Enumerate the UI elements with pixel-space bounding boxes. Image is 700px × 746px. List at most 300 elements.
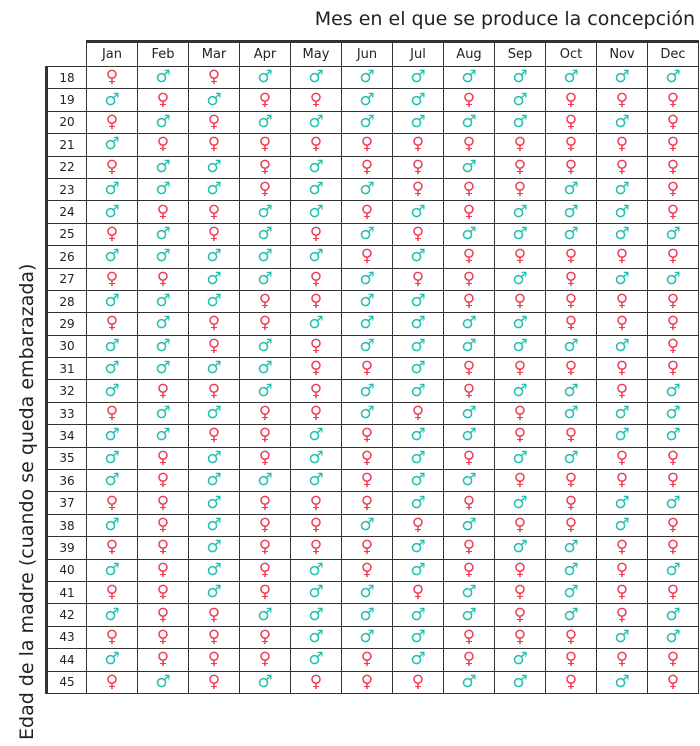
male-symbol-icon: ♂	[206, 559, 222, 580]
male-symbol-icon: ♂	[104, 335, 120, 356]
table-cell	[342, 447, 393, 469]
female-symbol-icon: ♀	[258, 156, 272, 177]
corner-cell	[47, 42, 87, 67]
female-symbol-icon: ♀	[615, 447, 629, 468]
age-label-31: 31	[47, 358, 87, 380]
female-symbol-icon: ♀	[309, 671, 323, 692]
female-symbol-icon: ♀	[462, 246, 476, 267]
female-symbol-icon: ♀	[309, 223, 323, 244]
male-symbol-icon: ♂	[461, 515, 477, 535]
age-label-32: 32	[47, 380, 87, 402]
table-cell	[138, 358, 189, 380]
table-cell	[240, 559, 291, 581]
age-label-21: 21	[47, 134, 87, 156]
male-symbol-icon: ♂	[665, 223, 681, 244]
table-cell	[546, 268, 597, 290]
table-cell	[189, 537, 240, 559]
table-row	[47, 492, 699, 514]
table-cell	[444, 111, 495, 133]
table-cell	[138, 402, 189, 424]
female-symbol-icon: ♀	[207, 134, 221, 155]
table-cell	[240, 268, 291, 290]
male-symbol-icon: ♂	[665, 380, 681, 401]
table-cell	[138, 178, 189, 200]
female-symbol-icon: ♀	[666, 447, 680, 468]
table-cell	[189, 492, 240, 514]
male-symbol-icon: ♂	[206, 492, 222, 513]
female-symbol-icon: ♀	[105, 268, 119, 289]
male-symbol-icon: ♂	[257, 470, 273, 491]
male-symbol-icon: ♂	[155, 358, 171, 379]
female-symbol-icon: ♀	[564, 246, 578, 267]
female-symbol-icon: ♀	[564, 626, 578, 647]
male-symbol-icon: ♂	[155, 425, 171, 446]
male-symbol-icon: ♂	[563, 604, 579, 625]
female-symbol-icon: ♀	[105, 626, 119, 647]
male-symbol-icon: ♂	[257, 335, 273, 356]
month-header-oct: Oct	[546, 42, 597, 67]
table-row	[47, 335, 699, 357]
female-symbol-icon: ♀	[258, 537, 272, 558]
table-cell	[393, 671, 444, 693]
male-symbol-icon: ♂	[410, 380, 426, 401]
female-symbol-icon: ♀	[462, 559, 476, 580]
female-symbol-icon: ♀	[564, 425, 578, 446]
age-label-19: 19	[47, 89, 87, 111]
male-symbol-icon: ♂	[104, 604, 120, 625]
month-header-nov: Nov	[597, 42, 648, 67]
female-symbol-icon: ♀	[513, 604, 527, 625]
male-symbol-icon: ♂	[104, 358, 120, 379]
female-symbol-icon: ♀	[615, 470, 629, 491]
table-cell	[546, 671, 597, 693]
female-symbol-icon: ♀	[615, 313, 629, 334]
male-symbol-icon: ♂	[155, 403, 171, 424]
male-symbol-icon: ♂	[206, 246, 222, 267]
table-cell	[189, 134, 240, 156]
female-symbol-icon: ♀	[156, 649, 170, 670]
female-symbol-icon: ♀	[615, 156, 629, 177]
table-cell	[240, 134, 291, 156]
table-cell	[393, 268, 444, 290]
table-cell	[189, 89, 240, 111]
female-symbol-icon: ♀	[309, 134, 323, 155]
male-symbol-icon: ♂	[206, 582, 222, 603]
table-cell	[597, 268, 648, 290]
female-symbol-icon: ♀	[666, 515, 680, 535]
table-cell	[393, 335, 444, 357]
male-symbol-icon: ♂	[410, 111, 426, 132]
female-symbol-icon: ♀	[258, 403, 272, 424]
male-symbol-icon: ♂	[410, 246, 426, 267]
month-header-apr: Apr	[240, 42, 291, 67]
table-cell	[138, 89, 189, 111]
table-cell	[597, 537, 648, 559]
table-cell	[189, 156, 240, 178]
table-cell	[291, 649, 342, 671]
female-symbol-icon: ♀	[360, 447, 374, 468]
month-header-jun: Jun	[342, 42, 393, 67]
table-cell	[648, 178, 699, 200]
male-symbol-icon: ♂	[512, 671, 528, 692]
month-header-aug: Aug	[444, 42, 495, 67]
age-label-44: 44	[47, 649, 87, 671]
female-symbol-icon: ♀	[360, 425, 374, 446]
male-symbol-icon: ♂	[614, 335, 630, 356]
month-header-jan: Jan	[87, 42, 138, 67]
table-cell	[597, 201, 648, 223]
table-cell	[87, 447, 138, 469]
male-symbol-icon: ♂	[257, 111, 273, 132]
male-symbol-icon: ♂	[308, 111, 324, 132]
age-label-29: 29	[47, 313, 87, 335]
female-symbol-icon: ♀	[411, 515, 425, 535]
male-symbol-icon: ♂	[155, 67, 171, 88]
table-cell	[342, 626, 393, 648]
table-cell	[495, 604, 546, 626]
female-symbol-icon: ♀	[105, 403, 119, 424]
table-cell	[648, 67, 699, 89]
table-cell	[342, 156, 393, 178]
female-symbol-icon: ♀	[156, 268, 170, 289]
table-cell	[393, 156, 444, 178]
female-symbol-icon: ♀	[564, 111, 578, 132]
female-symbol-icon: ♀	[156, 89, 170, 110]
male-symbol-icon: ♂	[308, 425, 324, 446]
table-cell	[648, 604, 699, 626]
table-cell	[648, 246, 699, 268]
table-cell	[495, 402, 546, 424]
female-symbol-icon: ♀	[258, 626, 272, 647]
table-cell	[495, 201, 546, 223]
male-symbol-icon: ♂	[359, 111, 375, 132]
table-cell	[393, 581, 444, 603]
female-symbol-icon: ♀	[258, 179, 272, 200]
table-cell	[444, 335, 495, 357]
male-symbol-icon: ♂	[359, 89, 375, 110]
table-cell	[342, 268, 393, 290]
table-cell	[597, 67, 648, 89]
female-symbol-icon: ♀	[105, 582, 119, 603]
table-cell	[648, 313, 699, 335]
table-cell	[291, 604, 342, 626]
table-cell	[240, 604, 291, 626]
table-cell	[138, 268, 189, 290]
table-cell	[189, 671, 240, 693]
female-symbol-icon: ♀	[156, 134, 170, 155]
table-cell	[291, 626, 342, 648]
table-row	[47, 604, 699, 626]
table-row	[47, 134, 699, 156]
age-label-36: 36	[47, 470, 87, 492]
table-cell	[546, 89, 597, 111]
table-cell	[648, 156, 699, 178]
table-cell	[138, 537, 189, 559]
female-symbol-icon: ♀	[666, 358, 680, 379]
table-cell	[240, 581, 291, 603]
age-label-41: 41	[47, 581, 87, 603]
male-symbol-icon: ♂	[512, 447, 528, 468]
table-cell	[87, 268, 138, 290]
table-cell	[87, 581, 138, 603]
table-cell	[444, 649, 495, 671]
male-symbol-icon: ♂	[512, 380, 528, 401]
female-symbol-icon: ♀	[615, 358, 629, 379]
table-cell	[87, 246, 138, 268]
male-symbol-icon: ♂	[563, 447, 579, 468]
female-symbol-icon: ♀	[309, 291, 323, 312]
table-cell	[138, 201, 189, 223]
table-cell	[648, 447, 699, 469]
table-cell	[138, 447, 189, 469]
male-symbol-icon: ♂	[512, 67, 528, 88]
female-symbol-icon: ♀	[462, 626, 476, 647]
month-header-may: May	[291, 42, 342, 67]
male-symbol-icon: ♂	[155, 246, 171, 267]
table-row	[47, 402, 699, 424]
table-cell	[342, 246, 393, 268]
female-symbol-icon: ♀	[207, 313, 221, 334]
table-cell	[546, 537, 597, 559]
female-symbol-icon: ♀	[615, 89, 629, 110]
female-symbol-icon: ♀	[513, 291, 527, 312]
male-symbol-icon: ♂	[155, 223, 171, 244]
male-symbol-icon: ♂	[614, 223, 630, 244]
female-symbol-icon: ♀	[207, 671, 221, 692]
table-cell	[342, 223, 393, 245]
female-symbol-icon: ♀	[513, 626, 527, 647]
table-cell	[240, 335, 291, 357]
female-symbol-icon: ♀	[666, 291, 680, 312]
female-symbol-icon: ♀	[258, 559, 272, 580]
table-cell	[393, 514, 444, 536]
male-symbol-icon: ♂	[665, 559, 681, 580]
female-symbol-icon: ♀	[258, 582, 272, 603]
table-cell	[87, 559, 138, 581]
male-symbol-icon: ♂	[563, 559, 579, 580]
female-symbol-icon: ♀	[309, 89, 323, 110]
male-symbol-icon: ♂	[512, 111, 528, 132]
table-cell	[189, 447, 240, 469]
table-cell	[393, 67, 444, 89]
table-cell	[597, 604, 648, 626]
table-cell	[495, 134, 546, 156]
female-symbol-icon: ♀	[156, 582, 170, 603]
table-cell	[291, 246, 342, 268]
table-cell	[597, 335, 648, 357]
table-cell	[393, 470, 444, 492]
table-cell	[597, 470, 648, 492]
table-cell	[393, 425, 444, 447]
male-symbol-icon: ♂	[461, 111, 477, 132]
male-symbol-icon: ♂	[308, 604, 324, 625]
month-header-sep: Sep	[495, 42, 546, 67]
table-cell	[597, 313, 648, 335]
female-symbol-icon: ♀	[666, 134, 680, 155]
female-symbol-icon: ♀	[309, 380, 323, 401]
table-cell	[87, 134, 138, 156]
table-cell	[291, 134, 342, 156]
table-cell	[189, 290, 240, 312]
table-cell	[189, 67, 240, 89]
male-symbol-icon: ♂	[104, 470, 120, 491]
table-cell	[189, 313, 240, 335]
table-cell	[546, 492, 597, 514]
table-cell	[87, 313, 138, 335]
female-symbol-icon: ♀	[513, 246, 527, 267]
male-symbol-icon: ♂	[614, 515, 630, 535]
male-symbol-icon: ♂	[104, 515, 120, 535]
table-cell	[444, 671, 495, 693]
female-symbol-icon: ♀	[309, 492, 323, 513]
male-symbol-icon: ♂	[155, 156, 171, 177]
table-cell	[291, 514, 342, 536]
table-cell	[546, 470, 597, 492]
male-symbol-icon: ♂	[614, 179, 630, 200]
table-cell	[87, 514, 138, 536]
female-symbol-icon: ♀	[666, 156, 680, 177]
table-cell	[393, 358, 444, 380]
table-cell	[393, 134, 444, 156]
table-row	[47, 156, 699, 178]
male-symbol-icon: ♂	[155, 179, 171, 200]
table-cell	[240, 178, 291, 200]
female-symbol-icon: ♀	[360, 201, 374, 222]
table-cell	[444, 402, 495, 424]
table-row	[47, 89, 699, 111]
table-cell	[495, 246, 546, 268]
table-cell	[444, 223, 495, 245]
female-symbol-icon: ♀	[666, 649, 680, 670]
female-symbol-icon: ♀	[258, 447, 272, 468]
table-cell	[87, 89, 138, 111]
table-cell	[393, 626, 444, 648]
male-symbol-icon: ♂	[308, 582, 324, 603]
table-cell	[597, 425, 648, 447]
table-cell	[648, 335, 699, 357]
table-row	[47, 313, 699, 335]
female-symbol-icon: ♀	[513, 156, 527, 177]
table-cell	[138, 425, 189, 447]
table-cell	[648, 290, 699, 312]
female-symbol-icon: ♀	[462, 134, 476, 155]
male-symbol-icon: ♂	[308, 626, 324, 647]
table-cell	[189, 358, 240, 380]
table-cell	[495, 559, 546, 581]
table-cell	[87, 492, 138, 514]
table-cell	[138, 134, 189, 156]
male-symbol-icon: ♂	[257, 67, 273, 88]
table-cell	[495, 111, 546, 133]
table-cell	[495, 178, 546, 200]
female-symbol-icon: ♀	[309, 268, 323, 289]
female-symbol-icon: ♀	[258, 515, 272, 535]
table-cell	[393, 537, 444, 559]
table-cell	[648, 201, 699, 223]
female-symbol-icon: ♀	[207, 67, 221, 88]
table-cell	[597, 581, 648, 603]
male-symbol-icon: ♂	[359, 291, 375, 312]
table-cell	[291, 581, 342, 603]
male-symbol-icon: ♂	[665, 604, 681, 625]
male-symbol-icon: ♂	[461, 335, 477, 356]
table-cell	[138, 223, 189, 245]
table-cell	[138, 335, 189, 357]
female-symbol-icon: ♀	[360, 156, 374, 177]
table-cell	[342, 335, 393, 357]
table-cell	[444, 380, 495, 402]
male-symbol-icon: ♂	[308, 156, 324, 177]
table-cell	[597, 290, 648, 312]
table-cell	[342, 559, 393, 581]
male-symbol-icon: ♂	[410, 89, 426, 110]
table-row	[47, 649, 699, 671]
male-symbol-icon: ♂	[308, 246, 324, 267]
male-symbol-icon: ♂	[512, 223, 528, 244]
table-cell	[87, 290, 138, 312]
table-cell	[393, 402, 444, 424]
table-cell	[444, 470, 495, 492]
table-cell	[546, 335, 597, 357]
male-symbol-icon: ♂	[257, 380, 273, 401]
table-cell	[546, 581, 597, 603]
female-symbol-icon: ♀	[462, 358, 476, 379]
female-symbol-icon: ♀	[309, 403, 323, 424]
male-symbol-icon: ♂	[359, 403, 375, 424]
table-cell	[138, 67, 189, 89]
table-cell	[240, 492, 291, 514]
male-symbol-icon: ♂	[257, 671, 273, 692]
age-label-34: 34	[47, 425, 87, 447]
table-cell	[138, 604, 189, 626]
table-cell	[240, 89, 291, 111]
male-symbol-icon: ♂	[563, 201, 579, 222]
table-cell	[189, 223, 240, 245]
table-cell	[495, 156, 546, 178]
table-cell	[546, 134, 597, 156]
table-cell	[291, 111, 342, 133]
table-cell	[546, 559, 597, 581]
female-symbol-icon: ♀	[360, 559, 374, 580]
female-symbol-icon: ♀	[462, 268, 476, 289]
table-cell	[291, 223, 342, 245]
table-cell	[393, 447, 444, 469]
table-cell	[342, 201, 393, 223]
male-symbol-icon: ♂	[155, 291, 171, 312]
table-row	[47, 67, 699, 89]
female-symbol-icon: ♀	[105, 313, 119, 334]
table-cell	[495, 447, 546, 469]
table-cell	[240, 380, 291, 402]
table-cell	[240, 447, 291, 469]
table-cell	[546, 111, 597, 133]
male-symbol-icon: ♂	[308, 470, 324, 491]
table-cell	[393, 559, 444, 581]
table-cell	[444, 537, 495, 559]
female-symbol-icon: ♀	[615, 604, 629, 625]
female-symbol-icon: ♀	[105, 492, 119, 513]
male-symbol-icon: ♂	[614, 111, 630, 132]
female-symbol-icon: ♀	[360, 537, 374, 558]
male-symbol-icon: ♂	[104, 246, 120, 267]
table-cell	[138, 246, 189, 268]
male-symbol-icon: ♂	[257, 246, 273, 267]
male-symbol-icon: ♂	[155, 671, 171, 692]
table-cell	[546, 649, 597, 671]
female-symbol-icon: ♀	[360, 246, 374, 267]
male-symbol-icon: ♂	[512, 268, 528, 289]
male-symbol-icon: ♂	[410, 537, 426, 558]
